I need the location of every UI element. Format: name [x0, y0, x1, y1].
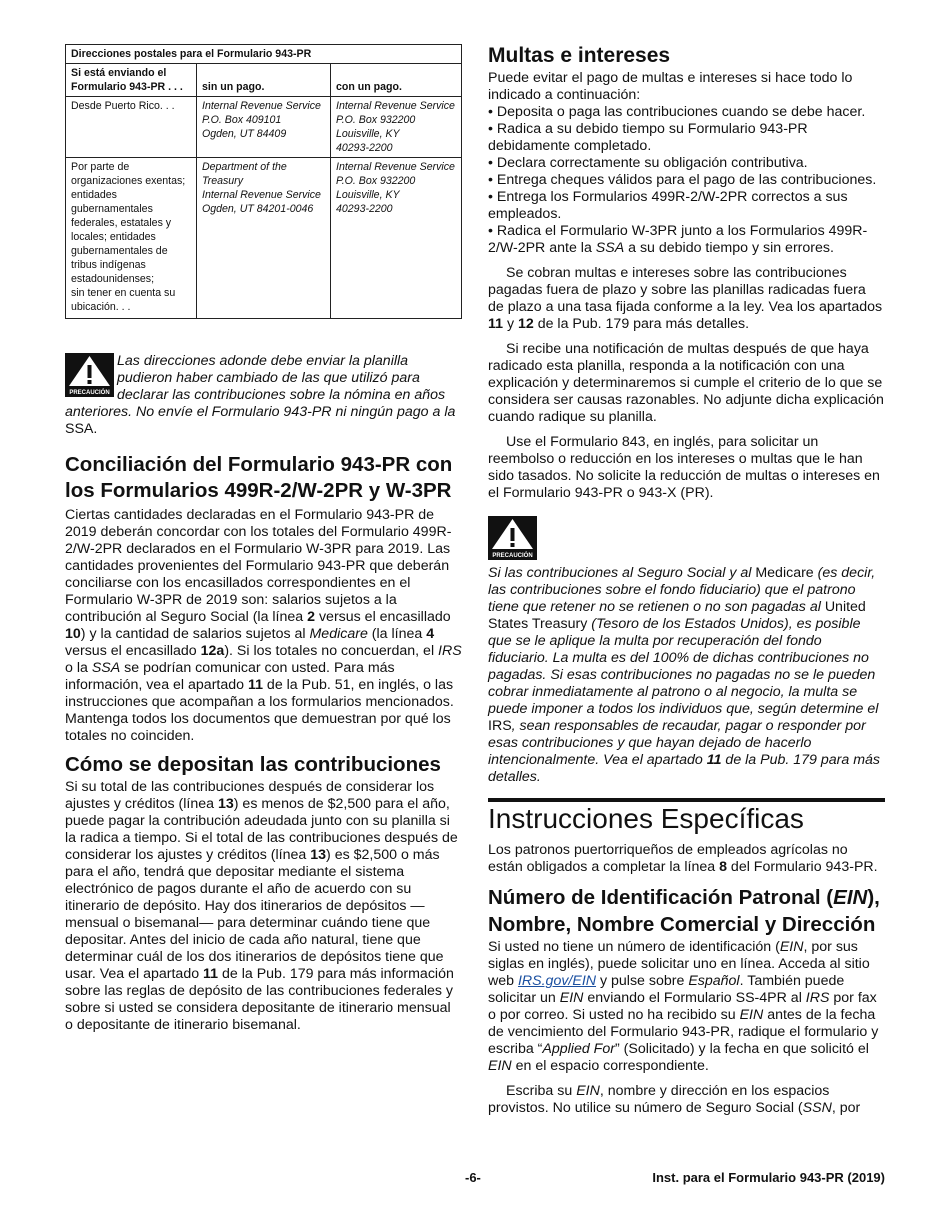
paragraph-multas-2: Se cobran multas e intereses sobre las contribuciones pagadas fuera de plazo y sobre las planillas radicadas fuera de plazo a una tasa fijada conforme a la ley. Vea los apartados 11 y 12 de la Pub. 179 para más detalles. [488, 265, 883, 332]
table-cell-with: Internal Revenue Service P.O. Box 932200 Louisville, KY 40293-2200 [331, 97, 462, 158]
paragraph-multas-3: Si recibe una notificación de multas después de que haya radicado esta planilla, responda a la notificación con una explicación y determinaremos si cumple el criterio de lo que se considera ser causas razonables. No adjunte dicha explicación cuando radique su planilla. [488, 341, 884, 425]
caution-text: Las direcciones adonde debe enviar la planilla pudieron haber cambiado de las que utilizó para declarar las contribuciones sobre la nómina en años anteriores. No envíe el Formulario 943-PR ni ningún pago a la SSA. [65, 353, 456, 437]
table-cell-from: Por parte de organizaciones exentas; entidades gubernamentales federales, estatales y locales; entidades gubernamentales de tribus indígenas estadounidenses; sin tener en cuenta su ubicación. . . [66, 158, 197, 319]
table-row [66, 158, 462, 319]
paragraph-deposito: Si su total de las contribuciones después de considerar los ajustes y créditos (línea 13) es menos de $2,500 para el año, puede pagar la contribución adeudada junto con su planilla si la radica a tiempo. Si el total de las contribuciones después de considerar los ajustes y créditos (línea 13) es $2,500 o más para el año, tendrá que depositar mediante el sistema electrónico de pagos durante el año de acuerdo con su itinerario de depósito. Hay dos itinerarios de depósitos —mensual o bisemanal— para determinar cuándo tiene que depositar. Antes del inicio de cada año natural, tiene que determinar cuál de los dos itinerarios de depósitos tiene que usar. Vea el apartado 11 de la Pub. 179 para más información sobre las reglas de depósito de las contribuciones federales y sobre si usted se considera depositante de itinerario mensual o depositante de itinerario bisemanal. [65, 779, 458, 1033]
table-caption: Direcciones postales para el Formulario 943-PR [66, 45, 462, 64]
caution-note-addresses [65, 353, 462, 438]
list-item: • Radica a su debido tiempo su Formulario 943-PR debidamente completado. [488, 121, 808, 154]
caution-label: PRECAUCIÓN [69, 390, 110, 396]
heading-multas: Multas e intereses [488, 44, 671, 67]
irs-ein-link[interactable]: IRS.gov/EIN [517, 973, 597, 989]
table-header-sending: Si está enviando el Formulario 943-PR . . . [66, 64, 197, 97]
table-row [66, 97, 462, 158]
table-cell-without: Department of the Treasury Internal Revenue Service Ogden, UT 84201-0046 [197, 158, 331, 319]
caution-text: Si las contribuciones al Seguro Social y al Medicare (es decir, las contribuciones sobre el fondo fiduciario) que el patrono tiene que retener no se retienen o no son pagadas al United States Treasury (Tesoro de los Estados Unidos), es posible que se le aplique la multa por recuperación del fondo fiduciario. La multa es del 100% de dichas contribuciones no pagadas. Si esas contribuciones no pagadas no se le pueden cobrar inmediatamente al patrono o al negocio, la multa se puede imponer a todos los individuos que, según determine el IRS, sean responsables de recaudar, pagar o responder por esas contribuciones y que hayan dejado de hacerlo intencionalmente. Vea el apartado 11 de la Pub. 179 para más detalles. [488, 565, 881, 785]
caution-note-trust-fund [488, 516, 885, 786]
caution-label: PRECAUCIÓN [492, 553, 533, 559]
heading-conciliacion: Conciliación del Formulario 943-PR con los Formularios 499R-2/W-2PR y W-3PR [65, 453, 453, 502]
paragraph-conciliacion: Ciertas cantidades declaradas en el Formulario 943-PR de 2019 deberán concordar con los totales del Formulario 499R-2/W-2PR declarados en el Formulario W-3PR para 2019. Las cantidades provenientes del Formulario 943-PR que deberán conciliarse con los encasillados correspondientes en el Formulario W-3PR de 2019 son: salarios sujetos a la contribución al Seguro Social (la línea 2 versus el encasillado 10) y la cantidad de salarios sujetos al Medicare (la línea 4 versus el encasillado 12a). Si los totales no concuerdan, el IRS o la SSA se podrían comunicar con usted. Para más información, vea el apartado 11 de la Pub. 51, en inglés, o las instrucciones que acompañan a los formularios mencionados. Mantenga todos los documentos que demuestran por qué los totales no coinciden. [65, 507, 462, 744]
paragraph-especificas: Los patronos puertorriqueños de empleados agrícolas no están obligados a completar la línea 8 del Formulario 943-PR. [488, 842, 878, 875]
right-column-lower [488, 802, 885, 1117]
paragraph-multas-intro: Puede evitar el pago de multas e intereses si hace todo lo indicado a continuación: [488, 70, 853, 103]
heading-ein: Número de Identificación Patronal (EIN), Nombre, Nombre Comercial y Dirección [488, 886, 880, 936]
paragraph-ein-2: Escriba su EIN, nombre y dirección en los espacios provistos. No utilice su número de Seguro Social (SSN, por [488, 1083, 861, 1116]
paragraph-multas-4: Use el Formulario 843, en inglés, para solicitar un reembolso o reducción en los intereses o multas que le han sido tasados. No solicite la reducción de multas o intereses en el Formulario 943-PR o 943-X (PR). [488, 434, 880, 501]
left-column [65, 452, 462, 1034]
page-number: -6- [465, 1170, 481, 1185]
table-cell-from: Desde Puerto Rico. . . [66, 97, 197, 158]
list-item: • Declara correctamente su obligación contributiva. [488, 155, 808, 171]
table-cell-with: Internal Revenue Service P.O. Box 932200 Louisville, KY 40293-2200 [331, 158, 462, 319]
list-item: • Radica el Formulario W-3PR junto a los Formularios 499R-2/W-2PR ante la SSA a su debido tiempo y sin errores. [488, 223, 868, 256]
footer-form-title: Inst. para el Formulario 943-PR (2019) [652, 1170, 885, 1185]
list-item: • Entrega cheques válidos para el pago de las contribuciones. [488, 172, 877, 188]
table-cell-without: Internal Revenue Service P.O. Box 409101 Ogden, UT 84409 [197, 97, 331, 158]
caution-icon [65, 353, 117, 397]
heading-deposito: Cómo se depositan las contribuciones [65, 753, 441, 776]
list-item: • Deposita o paga las contribuciones cuando se debe hacer. [488, 104, 866, 120]
right-column [488, 42, 885, 786]
caution-icon [488, 516, 540, 560]
heading-especificas: Instrucciones Específicas [488, 803, 804, 834]
paragraph-ein-1: Si usted no tiene un número de identificación (EIN, por sus siglas en inglés), puede solicitar uno en línea. Acceda al sitio web IRS.gov/EIN y pulse sobre Español. También puede solicitar un EIN enviando el Formulario SS-4PR al IRS por fax o por correo. Si usted no ha recibido su EIN antes de la fecha de vencimiento del Formulario 943-PR, radique el formulario y escriba “Applied For” (Solicitado) y la fecha en que solicitó el EIN en el espacio correspondiente. [488, 939, 879, 1074]
table-header-with-payment: con un pago. [331, 64, 462, 97]
table-header-without-payment: sin un pago. [197, 64, 331, 97]
address-table [65, 44, 462, 319]
list-item: • Entrega los Formularios 499R-2/W-2PR correctos a sus empleados. [488, 189, 848, 222]
